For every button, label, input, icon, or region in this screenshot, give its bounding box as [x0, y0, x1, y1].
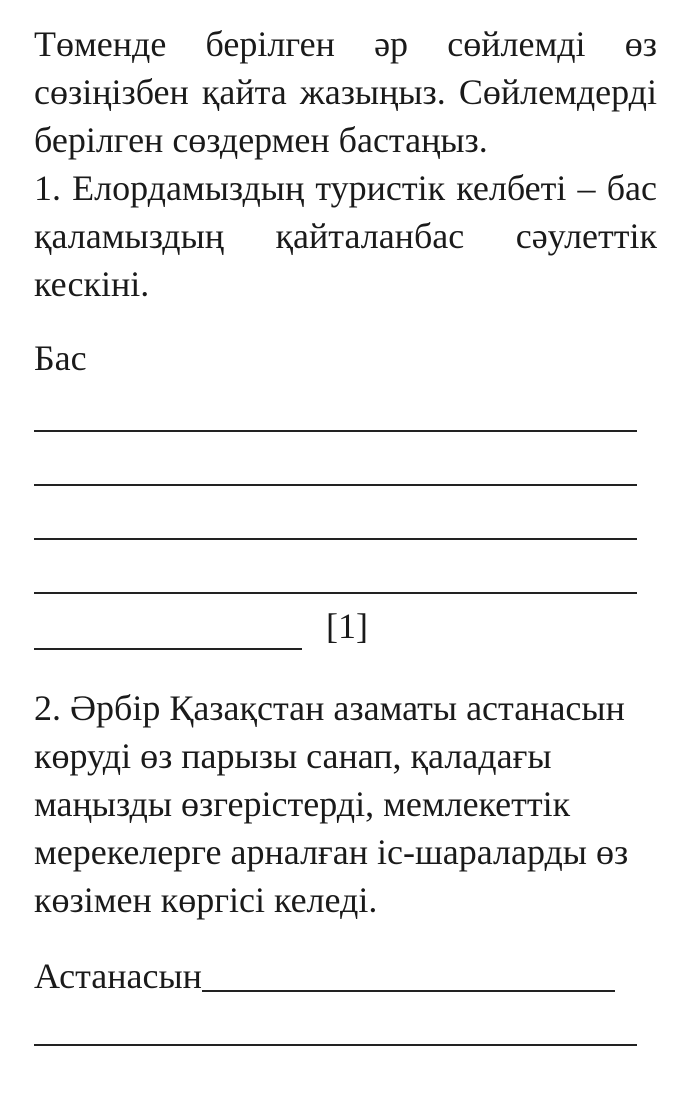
question-1-start-word: Бас: [34, 338, 87, 378]
instruction-text: Төменде берілген әр сөйлемді өз сөзіңізбен қайта жазыңыз. Сөйлемдерді берілген сөздермен бастаңыз.: [34, 24, 657, 160]
answer-line[interactable]: [34, 392, 637, 432]
answer-line[interactable]: [34, 432, 637, 486]
question-2-text: 2. Әрбір Қазақстан азаматы астанасын көруді өз парызы санап, қаладағы маңызды өзгерістерді, мемлекеттік мерекелерге арналған іс-шараларды өз көзімен көргісі келеді.: [34, 688, 629, 920]
answer-line[interactable]: [34, 486, 637, 540]
answer-line[interactable]: [34, 540, 637, 594]
answer-line-short[interactable]: [34, 594, 302, 650]
question-2-start-word: Астанасын: [34, 956, 202, 996]
question-1-mark: [1]: [326, 606, 368, 646]
question-2-answer-start: [34, 952, 657, 1000]
answer-line[interactable]: [202, 952, 615, 992]
question-1-answer-area[interactable]: [34, 392, 657, 650]
answer-line-with-mark: [34, 594, 657, 650]
question-1-text: 1. Елордамыздың туристік келбеті – бас қаламыздың қайталанбас сәулеттік кескіні.: [34, 168, 657, 304]
answer-line[interactable]: [34, 1000, 637, 1046]
